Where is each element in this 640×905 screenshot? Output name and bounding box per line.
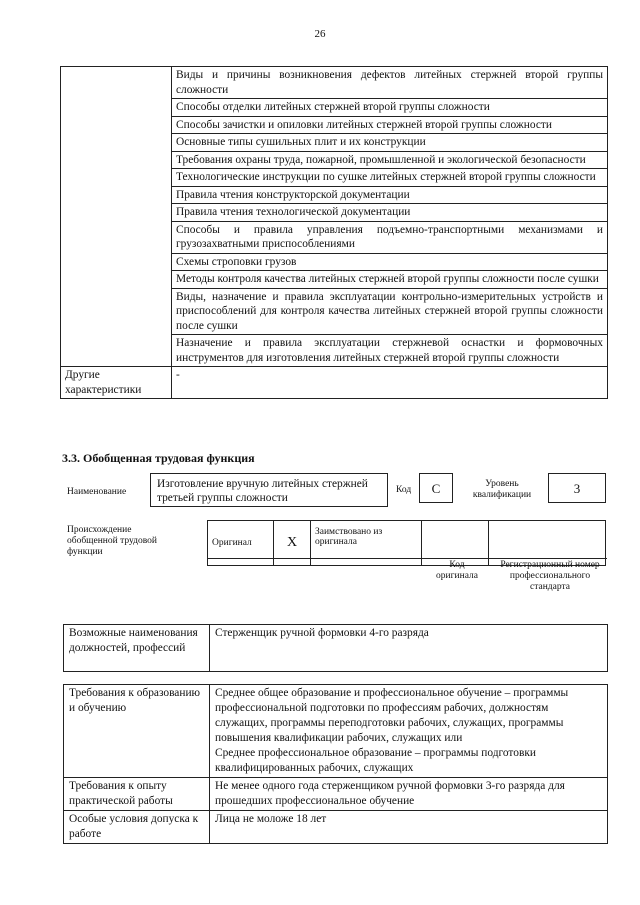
experience-label: Требования к опыту практической работы [64,778,210,811]
knowledge-item: Виды, назначение и правила эксплуатации контрольно-измерительных устройств и приспособлений для контроля качества литейных стержней второй группы сложности после сушки [172,288,608,335]
knowledge-item: Схемы строповки грузов [172,253,608,271]
name-label: Наименование [67,487,127,497]
experience-value: Не менее одного года стерженщиком ручной формовки 3-го разряда для прошедших профессиональное обучение [210,778,608,811]
knowledge-item: Правила чтения технологической документации [172,204,608,222]
knowledge-item: Виды и причины возникновения дефектов литейных стержней второй группы сложности [172,67,608,99]
positions-table [63,624,608,672]
knowledge-item: Правила чтения конструкторской документации [172,186,608,204]
registration-number-caption: Регистрационный номер профессионального стандарта [500,560,600,592]
page-number: 26 [314,28,326,40]
knowledge-item: Способы отделки литейных стержней второй группы сложности [172,99,608,117]
education-label: Требования к образованию и обучению [64,685,210,778]
knowledge-item: Способы зачистки и опиловки литейных стержней второй группы сложности [172,116,608,134]
education-paragraph-1: Среднее общее образование и профессиональное обучение – программы профессиональной подготовки по профессиям рабочих, должностям служащих, программы переподготовки рабочих, служащих, программы повышения квалификации рабочих, служащих или [215,687,569,744]
table-row [61,67,608,99]
level-box: 3 [548,473,606,503]
conditions-label: Особые условия допуска к работе [64,811,210,844]
section-title: 3.3. Обобщенная трудовая функция [62,451,255,465]
code-original-caption: Код оригинала [436,560,478,581]
positions-value: Стерженщик ручной формовки 4-го разряда [210,625,608,672]
positions-label: Возможные наименования должностей, профессий [64,625,210,672]
table-row [64,625,608,672]
table-row [64,778,608,811]
conditions-value: Лица не моложе 18 лет [210,811,608,844]
code-label: Код [396,485,412,495]
knowledge-item: Назначение и правила эксплуатации стержневой оснастки и формовочных инструментов для изготовления литейных стержней второй группы сложности [172,335,608,367]
education-value [210,685,608,778]
knowledge-item: Основные типы сушильных плит и их конструкции [172,134,608,152]
origin-bottom-rule [207,558,607,559]
table-row [64,685,608,778]
knowledge-item: Требования охраны труда, пожарной, промышленной и экологической безопасности [172,151,608,169]
knowledge-item: Технологические инструкции по сушке литейных стержней второй группы сложности [172,169,608,187]
requirements-table [63,684,608,844]
level-label: Уровень квалификации [472,479,532,500]
function-name-box: Изготовление вручную литейных стержней третьей группы сложности [150,473,388,507]
code-box: C [419,473,453,503]
table-row [64,811,608,844]
knowledge-item: Методы контроля качества литейных стержней второй группы сложности после сушки [172,271,608,289]
original-label: Оригинал [208,521,274,566]
other-characteristics-value: - [172,367,608,399]
borrowed-label: Заимствовано из оригинала [311,521,422,566]
origin-label: Происхождение обобщенной трудовой функции [67,525,157,557]
knowledge-table [60,66,608,399]
original-mark: X [274,521,311,566]
knowledge-item: Способы и правила управления подъемно-транспортными механизмами и грузозахватными приспособлениями [172,221,608,253]
other-characteristics-label: Другие характеристики [61,367,172,399]
table-row [61,367,608,399]
knowledge-table-body [61,67,608,399]
education-paragraph-2: Среднее профессиональное образование – программы подготовки квалифицированных рабочих, служащих [215,747,536,774]
knowledge-label-cell [61,67,172,367]
